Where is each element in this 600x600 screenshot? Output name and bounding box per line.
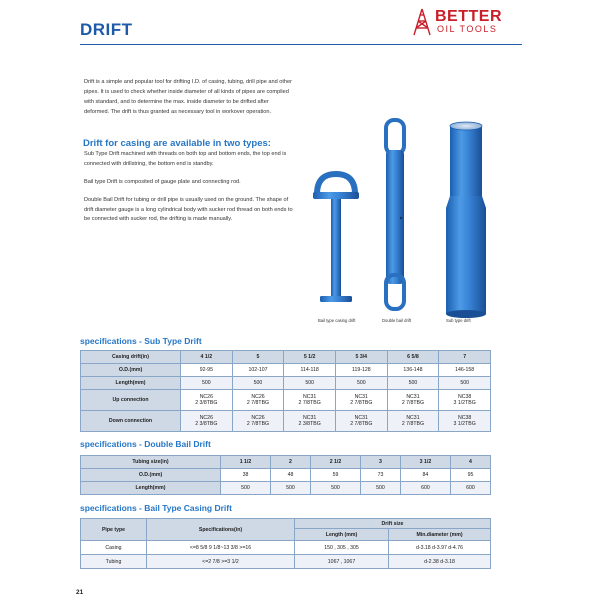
cell-line: 2 3/8TBG bbox=[298, 421, 321, 427]
table-cell: 500 bbox=[232, 377, 284, 390]
double-bail-description: Double Bail Drift for tubing or drill pipe is usually used on the ground. The shape of drift diameter gauge is a long cylindrical body with sucker rod thread on both ends to be connected with sucker rod, the drifting is made manually. bbox=[84, 197, 293, 222]
sub-type-spec-table bbox=[80, 350, 491, 432]
table-cell: 500 bbox=[270, 482, 310, 495]
table-cell: 600 bbox=[450, 482, 490, 495]
cell-line: NC31 bbox=[303, 415, 317, 421]
table-cell: 119-128 bbox=[335, 364, 387, 377]
col-length: Length (mm) bbox=[295, 529, 389, 541]
table-cell: 500 bbox=[181, 377, 233, 390]
cell-line: NC31 bbox=[406, 415, 420, 421]
table-row bbox=[81, 541, 491, 555]
cell-line: 2 7/8TBG bbox=[246, 421, 270, 427]
table-row bbox=[81, 377, 491, 390]
size-header: 6 5/8 bbox=[387, 351, 439, 364]
table-cell: 84 bbox=[400, 469, 450, 482]
header-label: Tubing size(in) bbox=[81, 456, 221, 469]
cell-line: 2 7/8TBG bbox=[350, 421, 373, 427]
table-cell bbox=[387, 411, 439, 432]
col-pipe-type: Pipe type bbox=[81, 519, 147, 541]
cell-line: 2 3/8TBG bbox=[195, 421, 218, 427]
cell-line: NC26 bbox=[251, 415, 265, 421]
table-row bbox=[81, 482, 491, 495]
cell-line: NC31 bbox=[354, 394, 368, 400]
cell-line: 2 7/8TBG bbox=[350, 400, 373, 406]
row-label: O.D.(mm) bbox=[81, 364, 181, 377]
cell-length: 150 , 305 , 305 bbox=[295, 541, 389, 555]
logo-name: BETTER bbox=[435, 8, 502, 25]
cell-specifications: <=2 7/8 >=3 1/2 bbox=[147, 555, 295, 569]
col-min-diameter: Min.diameter (mm) bbox=[389, 529, 491, 541]
row-label: Length(mm) bbox=[81, 377, 181, 390]
table-cell: 500 bbox=[387, 377, 439, 390]
bail-type-spec-table bbox=[80, 518, 491, 569]
table-cell bbox=[181, 411, 233, 432]
derrick-icon bbox=[411, 8, 433, 36]
bail-type-description: Bail type Drift is composited of gauge plate and connecting rod. bbox=[84, 179, 241, 185]
bail-type-drift-image bbox=[313, 174, 359, 302]
cell-line: 2 7/8TBG bbox=[298, 400, 321, 406]
table-cell bbox=[181, 390, 233, 411]
col-specifications: Specifications(in) bbox=[147, 519, 295, 541]
cell-line: 2 7/8TBG bbox=[246, 400, 270, 406]
table-cell: 500 bbox=[310, 482, 360, 495]
cell-line: NC38 bbox=[458, 394, 472, 400]
size-header: 5 3/4 bbox=[335, 351, 387, 364]
double-bail-spec-table bbox=[80, 455, 491, 495]
cell-line: NC26 bbox=[199, 415, 213, 421]
table-cell bbox=[284, 411, 336, 432]
cell-min-diameter: d-3.18 d-3.97 d-4.76 bbox=[389, 541, 491, 555]
size-header: 2 1/2 bbox=[310, 456, 360, 469]
cell-line: 2 7/8TBG bbox=[401, 400, 425, 406]
table-cell: 136-148 bbox=[387, 364, 439, 377]
page-title: DRIFT bbox=[80, 20, 133, 39]
size-header: 4 1/2 bbox=[181, 351, 233, 364]
cell-pipe-type: Tubing bbox=[81, 555, 147, 569]
header-label: Casing drift(in) bbox=[81, 351, 181, 364]
types-heading: Drift for casing are available in two types: bbox=[83, 138, 271, 149]
table-cell: 600 bbox=[400, 482, 450, 495]
cell-line: 2 3/8TBG bbox=[195, 400, 218, 406]
cell-line: NC31 bbox=[354, 415, 368, 421]
size-header: 3 bbox=[360, 456, 400, 469]
caption-bail-type: Bail type casing drift bbox=[318, 318, 356, 323]
table-cell: 48 bbox=[270, 469, 310, 482]
table-cell bbox=[439, 390, 491, 411]
size-header: 5 bbox=[232, 351, 284, 364]
table-cell: 95 bbox=[450, 469, 490, 482]
logo-subtitle: OIL TOOLS bbox=[437, 24, 498, 34]
cell-pipe-type: Casing bbox=[81, 541, 147, 555]
table-cell bbox=[439, 411, 491, 432]
size-header: 3 1/2 bbox=[400, 456, 450, 469]
cell-specifications: <=8 5/8 9 1/8~13 3/8 >=16 bbox=[147, 541, 295, 555]
table-cell: 500 bbox=[360, 482, 400, 495]
table-row bbox=[81, 364, 491, 377]
drift-illustration bbox=[300, 110, 530, 340]
double-bail-table-heading: specifications - Double Bail Drift bbox=[80, 439, 211, 449]
cell-line: 2 7/8TBG bbox=[401, 421, 425, 427]
size-header: 5 1/2 bbox=[284, 351, 336, 364]
caption-double-bail: Double bail drift bbox=[382, 318, 412, 323]
table-cell: 59 bbox=[310, 469, 360, 482]
table-cell bbox=[284, 390, 336, 411]
table-header-row bbox=[81, 519, 491, 529]
size-header: 2 bbox=[270, 456, 310, 469]
table-cell bbox=[387, 390, 439, 411]
cell-line: NC31 bbox=[303, 394, 317, 400]
sub-type-drift-image bbox=[446, 122, 486, 318]
table-header-row bbox=[81, 456, 491, 469]
table-cell: 500 bbox=[439, 377, 491, 390]
cell-line: NC26 bbox=[251, 394, 265, 400]
page-number: 21 bbox=[76, 589, 84, 596]
caption-sub-type: Sub type drift bbox=[446, 318, 471, 323]
cell-line: 3 1/2TBG bbox=[453, 421, 476, 427]
cell-line: NC26 bbox=[199, 394, 213, 400]
sub-type-description: Sub Type Drift machined with threads on both top and bottom ends, the top end is connected with drillstring, the bottom end is standby. bbox=[84, 151, 287, 167]
table-cell: 500 bbox=[335, 377, 387, 390]
bail-type-table-heading: specifications - Bail Type Casing Drift bbox=[80, 503, 232, 513]
table-cell: 146-158 bbox=[439, 364, 491, 377]
cell-line: NC31 bbox=[406, 394, 420, 400]
table-cell bbox=[232, 390, 284, 411]
size-header: 7 bbox=[439, 351, 491, 364]
row-label: Length(mm) bbox=[81, 482, 221, 495]
table-row bbox=[81, 390, 491, 411]
table-row bbox=[81, 469, 491, 482]
table-cell bbox=[335, 411, 387, 432]
cell-length: 1067 , 1067 bbox=[295, 555, 389, 569]
row-label: O.D.(mm) bbox=[81, 469, 221, 482]
table-cell: 92-95 bbox=[181, 364, 233, 377]
table-cell: 114-118 bbox=[284, 364, 336, 377]
size-header: 4 bbox=[450, 456, 490, 469]
cell-line: NC38 bbox=[458, 415, 472, 421]
table-cell: 102-107 bbox=[232, 364, 284, 377]
row-label: Up connection bbox=[81, 390, 181, 411]
table-cell: 500 bbox=[284, 377, 336, 390]
double-bail-drift-image bbox=[386, 120, 404, 309]
table-row bbox=[81, 555, 491, 569]
table-cell: 38 bbox=[221, 469, 271, 482]
table-header-row bbox=[81, 351, 491, 364]
table-cell bbox=[335, 390, 387, 411]
sub-type-table-heading: specifications - Sub Type Drift bbox=[80, 336, 202, 346]
table-cell: 73 bbox=[360, 469, 400, 482]
row-label: Down connection bbox=[81, 411, 181, 432]
company-logo bbox=[411, 6, 523, 38]
cell-min-diameter: d-2.38 d-3.18 bbox=[389, 555, 491, 569]
cell-line: 3 1/2TBG bbox=[453, 400, 476, 406]
table-cell bbox=[232, 411, 284, 432]
size-header: 1 1/2 bbox=[221, 456, 271, 469]
intro-paragraph: Drift is a simple and popular tool for drifting I.D. of casing, tubing, drill pipe and other pipes. It is used to check whether inside diameter of all kinds of pipes are complied with standard, and to determine the max. inside diameter to be drifted after deformed. The drift is thus granted as necessary tool in workover operation. bbox=[84, 79, 293, 115]
table-cell: 500 bbox=[221, 482, 271, 495]
title-divider bbox=[80, 44, 522, 45]
col-drift-size: Drift size bbox=[295, 519, 491, 529]
table-row bbox=[81, 411, 491, 432]
